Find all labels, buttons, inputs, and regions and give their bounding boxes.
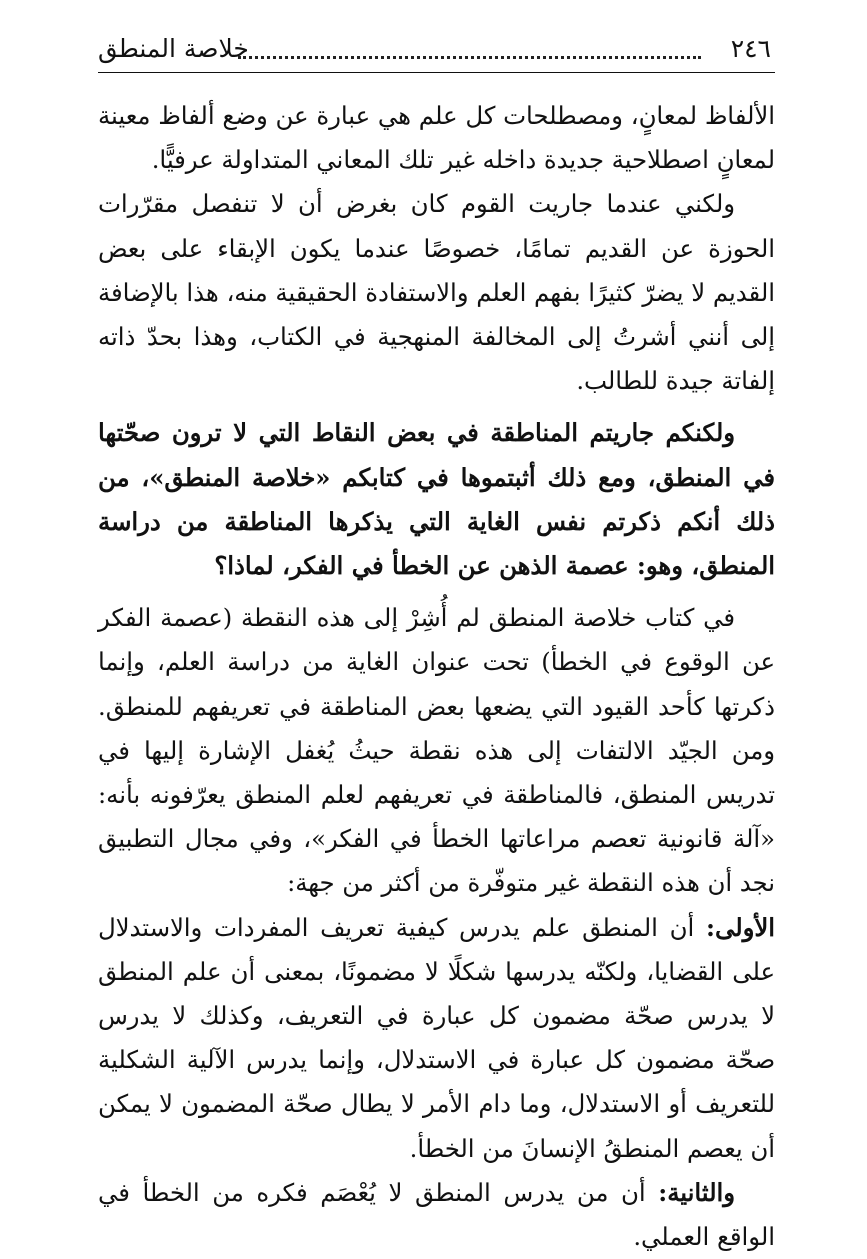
page-header <box>98 28 775 73</box>
paragraph <box>98 906 775 1171</box>
paragraph: ولكني عندما جاريت القوم كان بغرض أن لا تنفصل مقرّرات الحوزة عن القديم تمامًا، خصوصًا عندما يكون الإبقاء على بعض القديم لا يضرّ كثيرًا بفهم العلم والاستفادة الحقيقية منه، هذا بالإضافة إلى أنني أشرتُ إلى المخالفة المنهجية في الكتاب، وهذا بحدّ ذاته إلفاتة جيدة للطالب. <box>98 189 775 396</box>
leader-dots <box>238 38 701 59</box>
body-text <box>98 94 775 1259</box>
running-title: خلاصة المنطق <box>98 34 249 63</box>
point-text: أن المنطق علم يدرس كيفية تعريف المفردات والاستدلال على القضايا، ولكنّه يدرسها شكلًا لا مضمونًا، بمعنى أن علم المنطق لا يدرس صحّة مضمون كل عبارة في التعريف، وكذلك لا يدرس صحّة مضمون كل عبارة في الاستدلال، وإنما يدرس الآلية الشكلية للتعريف أو الاستدلال، وما دام الأمر لا يطال صحّة المضمون لا يمكن أن يعصم المنطقُ الإنسانَ من الخطأ. <box>98 912 775 1163</box>
question-paragraph: ولكنكم جاريتم المناطقة في بعض النقاط التي لا ترون صحّتها في المنطق، ومع ذلك أثبتموها في كتابكم «خلاصة المنطق»، من ذلك أنكم ذكرتم نفس الغاية التي يذكرها المناطقة من دراسة المنطق، وهو: عصمة الذهن عن الخطأ في الفكر، لماذا؟ <box>98 418 775 581</box>
paragraph: الألفاظ لمعانٍ، ومصطلحات كل علم هي عبارة عن وضع ألفاظ معينة لمعانٍ اصطلاحية جديدة داخله غير تلك المعاني المتداولة عرفيًّا. <box>98 101 775 175</box>
point-label: الأولى: <box>706 912 775 942</box>
point-label: والثانية: <box>658 1177 735 1207</box>
paragraph: في كتاب خلاصة المنطق لم أُشِرْ إلى هذه النقطة (عصمة الفكر عن الوقوع في الخطأ) تحت عنوان الغاية من دراسة العلم، وإنما ذكرتها كأحد القيود التي يضعها بعض المناطقة في تعريفهم للمنطق. ومن الجيّد الالتفات إلى هذه نقطة حيثُ يُغفل الإشارة إليها في تدريس المنطق، فالمناطقة في تعريفهم لعلم المنطق يعرّفونه بأنه: «آلة قانونية تعصم مراعاتها الخطأ في الفكر»، وفي مجال التطبيق نجد أن هذه النقطة غير متوفّرة من أكثر من جهة: <box>98 603 775 898</box>
paragraph <box>98 1171 775 1259</box>
page-number: ٢٤٦ <box>730 34 771 63</box>
point-text: أن من يدرس المنطق لا يُعْصَم فكره من الخطأ في الواقع العملي. <box>98 1177 775 1252</box>
